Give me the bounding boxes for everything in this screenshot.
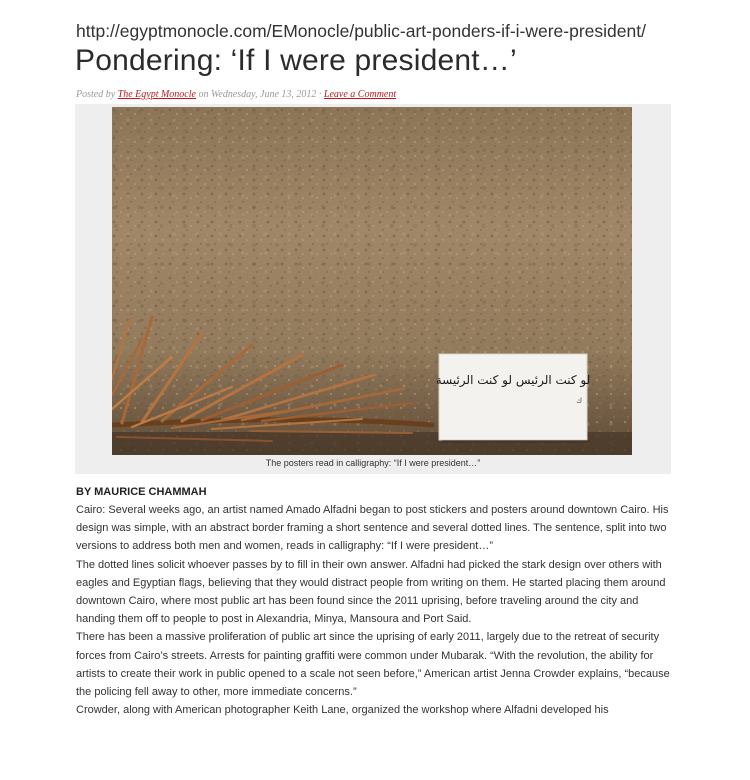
paragraph: There has been a massive proliferation of public art since the uprising of early 2011, largely due to the retreat of security forces from Cairo’s streets. Arrests for painting graffiti were common under Mubarak. “With the revolution, the ability for artists to create their work in public opened to a scale not seen before,” American artist Jenna Crowder explains, “because the policing fell away to other, more immediate concerns.” [76,631,670,699]
byline-author-link[interactable]: The Egypt Monocle [117,89,196,100]
author-line: BY MAURICE CHAMMAH [76,486,207,498]
article-byline [76,89,396,100]
article-photo [112,107,632,455]
leave-comment-link[interactable]: Leave a Comment [323,89,397,100]
article-url: http://egyptmonocle.com/EMonocle/public-art-ponders-if-i-were-president/ [76,21,646,41]
article-body [76,501,676,719]
article-figure [75,104,671,474]
svg-text:ﻙ: ﻙ [576,397,582,405]
paragraph: Cairo: Several weeks ago, an artist named Amado Alfadni began to post stickers and posters around downtown Cairo. His design was simple, with an abstract border framing a short sentence and several dotted lines. The sentence, split into two versions to address both men and women, reads in calligraphy: “If I were president…” [76,504,669,553]
paragraph: Crowder, along with American photographer Keith Lane, organized the workshop where Alfadni developed his [76,704,609,717]
byline-prefix: Posted by [76,89,118,100]
byline-date: on Wednesday, June 13, 2012 · [195,89,324,100]
card-calligraphy: لو كنت الرئيس لو كنت الرئيسة [435,373,591,387]
article-title: Pondering: ‘If I were president…’ [75,44,517,77]
paragraph: The dotted lines solicit whoever passes by to fill in their own answer. Alfadni had picked the stark design over others with eagles and Egyptian flags, believing that they would distract people from writing on them. He started placing them around downtown Cairo, where most public art has been found since the 2011 uprising, before traveling around the city and handing them off to people to post in Alexandria, Minya, Mansoura and Port Said. [76,558,666,626]
figure-caption: The posters read in calligraphy: “If I were president…” [265,458,481,468]
